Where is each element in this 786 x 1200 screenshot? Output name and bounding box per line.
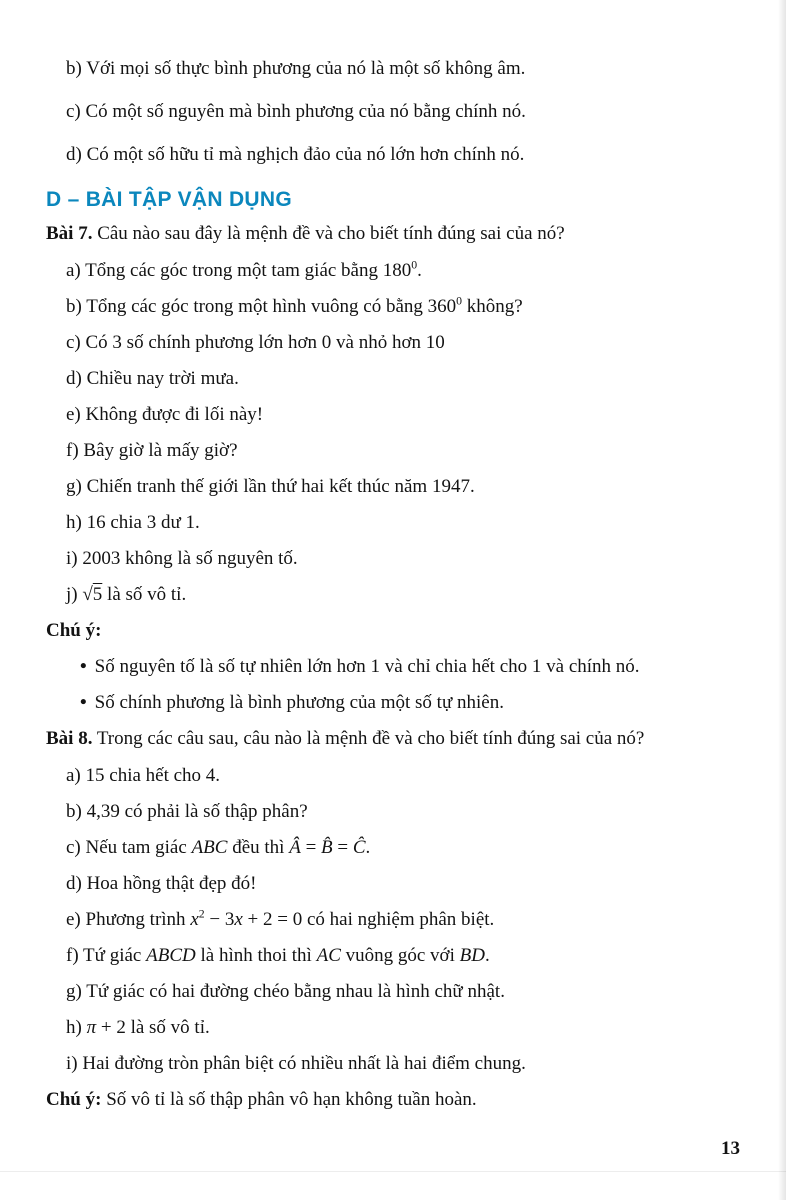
exercise-item: b) Tổng các góc trong một hình vuông có bằng $360^0$ không?	[66, 294, 523, 317]
exercise-7-question-text: Câu nào sau đây là mệnh đề và cho biết tính đúng sai của nó?	[92, 223, 565, 244]
exercise-item: f) Bây giờ là mấy giờ?	[66, 440, 238, 461]
note-label: Chú ý:	[46, 620, 102, 641]
exercise-item: h) π + 2 là số vô tỉ.	[66, 1017, 210, 1038]
page-number: 13	[721, 1138, 740, 1159]
exercise-8-label: Bài 8.	[46, 728, 93, 749]
statement-item: c) Có một số nguyên mà bình phương của nó bằng chính nó.	[66, 101, 526, 122]
exercise-item: c) Nếu tam giác ABC đều thì Â = B̂ = Ĉ.	[66, 837, 371, 858]
exercise-item: g) Tứ giác có hai đường chéo bằng nhau là hình chữ nhật.	[66, 981, 505, 1002]
exercise-item: a) Tổng các góc trong một tam giác bằng $180^0$.	[66, 258, 422, 281]
exercise-item: e) Không được đi lối này!	[66, 404, 264, 425]
exercise-item: f) Tứ giác ABCD là hình thoi thì AC vuông góc với BD.	[66, 945, 490, 966]
note-text: Số vô tỉ là số thập phân vô hạn không tuần hoàn.	[101, 1089, 477, 1110]
exercise-item: c) Có 3 số chính phương lớn hơn 0 và nhỏ hơn 10	[66, 332, 445, 353]
note-item: • Số nguyên tố là số tự nhiên lớn hơn 1 và chỉ chia hết cho 1 và chính nó.	[80, 656, 728, 678]
section-heading: D – BÀI TẬP VẬN DỤNG	[46, 188, 292, 211]
statement-item: b) Với mọi số thực bình phương của nó là một số không âm.	[66, 58, 526, 79]
exercise-item: a) 15 chia hết cho 4.	[66, 765, 221, 786]
exercise-7-question	[46, 223, 728, 245]
exercise-item: i) 2003 không là số nguyên tố.	[66, 548, 298, 569]
exercise-item: i) Hai đường tròn phân biệt có nhiều nhất là hai điểm chung.	[66, 1053, 526, 1074]
exercise-7-label: Bài 7.	[46, 223, 93, 244]
exercise-item: g) Chiến tranh thế giới lần thứ hai kết thúc năm 1947.	[66, 476, 475, 497]
exercise-item: b) 4,39 có phải là số thập phân?	[66, 801, 308, 822]
exercise-item: j) √5 là số vô tỉ.	[66, 584, 187, 605]
exercise-item: e) Phương trình $x^2 - 3x + 2 = 0$ có hai nghiệm phân biệt.	[66, 907, 495, 930]
exercise-item: h) 16 chia 3 dư 1.	[66, 512, 200, 533]
exercise-8-question-text: Trong các câu sau, câu nào là mệnh đề và cho biết tính đúng sai của nó?	[92, 728, 645, 749]
exercise-item: d) Chiều nay trời mưa.	[66, 368, 239, 389]
exercise-8-question	[46, 728, 728, 750]
statement-item: d) Có một số hữu tỉ mà nghịch đảo của nó lớn hơn chính nó.	[66, 144, 525, 165]
note-label: Chú ý:	[46, 1089, 102, 1110]
final-note	[46, 1089, 728, 1111]
exercise-item: d) Hoa hồng thật đẹp đó!	[66, 873, 257, 894]
note-item: • Số chính phương là bình phương của một số tự nhiên.	[80, 692, 728, 714]
